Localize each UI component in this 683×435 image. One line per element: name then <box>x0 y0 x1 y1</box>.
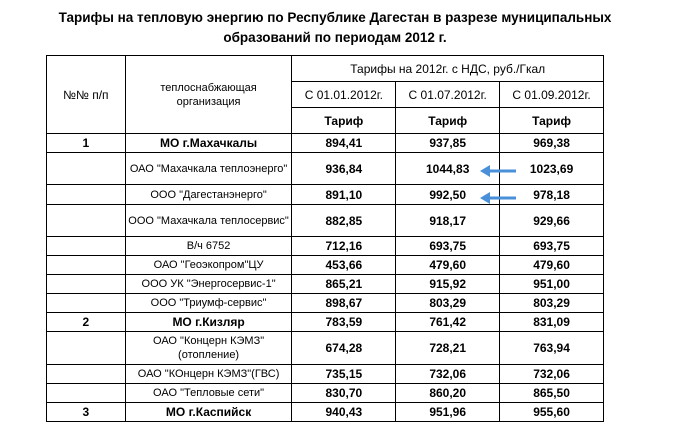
cell-organization: В/ч 6752 <box>125 237 292 256</box>
cell-tariff-jul: 937,85 <box>396 134 500 153</box>
cell-number <box>47 185 126 205</box>
table-row <box>47 275 604 294</box>
municipality-row <box>47 134 604 153</box>
cell-organization: ООО "Триумф-сервис" <box>125 294 292 313</box>
table-row <box>47 384 604 403</box>
header-period-3: С 01.09.2012г. <box>500 82 604 108</box>
header-row-1 <box>47 56 604 82</box>
cell-number <box>47 332 126 365</box>
cell-organization: ОАО "Махачкала теплоэнерго" <box>125 153 292 185</box>
cell-tariff-jul: 915,92 <box>396 275 500 294</box>
header-number: №№ п/п <box>47 56 126 134</box>
cell-number: 2 <box>47 313 126 332</box>
cell-tariff-jan: 865,21 <box>292 275 396 294</box>
cell-tariff-jul: 693,75 <box>396 237 500 256</box>
table-row <box>47 332 604 365</box>
cell-tariff-sep: 955,60 <box>500 403 604 422</box>
cell-tariff-jan: 891,10 <box>292 185 396 205</box>
cell-tariff-jan: 453,66 <box>292 256 396 275</box>
cell-tariff-jan: 898,67 <box>292 294 396 313</box>
table-row <box>47 294 604 313</box>
tariffs-table <box>46 55 604 422</box>
cell-tariff-jan: 936,84 <box>292 153 396 185</box>
cell-number: 3 <box>47 403 126 422</box>
cell-tariff-jul: 732,06 <box>396 365 500 384</box>
cell-tariff-jan: 712,16 <box>292 237 396 256</box>
table-row <box>47 237 604 256</box>
cell-tariff-sep: 1023,69 <box>500 153 604 185</box>
cell-tariff-sep: 831,09 <box>500 313 604 332</box>
cell-organization: ОАО "Концерн КЭМЗ"(отопление) <box>125 332 292 365</box>
cell-tariff-sep: 978,18 <box>500 185 604 205</box>
cell-tariff-sep: 732,06 <box>500 365 604 384</box>
cell-organization: ОАО "Тепловые сети" <box>125 384 292 403</box>
header-sub-2: Тариф <box>396 108 500 134</box>
cell-organization: МО г.Каспийск <box>125 403 292 422</box>
cell-number <box>47 365 126 384</box>
header-period-1: С 01.01.2012г. <box>292 82 396 108</box>
cell-number <box>47 384 126 403</box>
municipality-row <box>47 313 604 332</box>
cell-tariff-jul: 918,17 <box>396 205 500 237</box>
table-row <box>47 365 604 384</box>
cell-organization: МО г.Кизляр <box>125 313 292 332</box>
cell-number <box>47 153 126 185</box>
table-row <box>47 185 604 205</box>
cell-tariff-sep: 969,38 <box>500 134 604 153</box>
cell-number: 1 <box>47 134 126 153</box>
cell-tariff-sep: 763,94 <box>500 332 604 365</box>
cell-tariff-jul: 992,50 <box>396 185 500 205</box>
header-sub-3: Тариф <box>500 108 604 134</box>
table-row <box>47 256 604 275</box>
arrow-left-icon <box>480 192 518 204</box>
header-sub-1: Тариф <box>292 108 396 134</box>
cell-organization: МО г.Махачкалы <box>125 134 292 153</box>
cell-tariff-jul: 1044,83 <box>396 153 500 185</box>
cell-tariff-sep: 951,00 <box>500 275 604 294</box>
cell-tariff-jan: 830,70 <box>292 384 396 403</box>
cell-tariff-jan: 940,43 <box>292 403 396 422</box>
cell-tariff-jan: 674,28 <box>292 332 396 365</box>
arrow-left-icon <box>480 165 518 177</box>
cell-tariff-sep: 929,66 <box>500 205 604 237</box>
cell-tariff-jul: 860,20 <box>396 384 500 403</box>
cell-number <box>47 237 126 256</box>
cell-organization: ООО УК "Энергосервис-1" <box>125 275 292 294</box>
cell-organization: ОАО "Геоэкопром"ЦУ <box>125 256 292 275</box>
cell-tariff-jul: 728,21 <box>396 332 500 365</box>
header-organization: теплоснабжающая организация <box>125 56 292 134</box>
cell-number <box>47 256 126 275</box>
title-line-2: образований по периодам 2012 г. <box>223 30 447 45</box>
cell-tariff-jul: 761,42 <box>396 313 500 332</box>
cell-number <box>47 205 126 237</box>
cell-tariff-jan: 894,41 <box>292 134 396 153</box>
table-row <box>47 153 604 185</box>
cell-number <box>47 294 126 313</box>
cell-tariff-jul: 479,60 <box>396 256 500 275</box>
header-period-2: С 01.07.2012г. <box>396 82 500 108</box>
cell-tariff-jul: 803,29 <box>396 294 500 313</box>
document-title <box>40 8 630 48</box>
title-line-1: Тарифы на тепловую энергию по Республике Дагестан в разрезе муниципальных <box>58 10 612 25</box>
cell-organization: ОАО "КОнцерн КЭМЗ"(ГВС) <box>125 365 292 384</box>
municipality-row <box>47 403 604 422</box>
cell-tariff-sep: 865,50 <box>500 384 604 403</box>
cell-tariff-sep: 479,60 <box>500 256 604 275</box>
cell-tariff-jan: 735,15 <box>292 365 396 384</box>
cell-number <box>47 275 126 294</box>
header-tariffs-caption: Тарифы на 2012г. с НДС, руб./Гкал <box>292 56 604 82</box>
cell-tariff-jan: 783,59 <box>292 313 396 332</box>
cell-tariff-sep: 803,29 <box>500 294 604 313</box>
cell-tariff-sep: 693,75 <box>500 237 604 256</box>
cell-organization: ООО "Дагестанэнерго" <box>125 185 292 205</box>
cell-tariff-jan: 882,85 <box>292 205 396 237</box>
cell-tariff-jul: 951,96 <box>396 403 500 422</box>
cell-organization: ООО "Махачкала теплосервис" <box>125 205 292 237</box>
table-row <box>47 205 604 237</box>
